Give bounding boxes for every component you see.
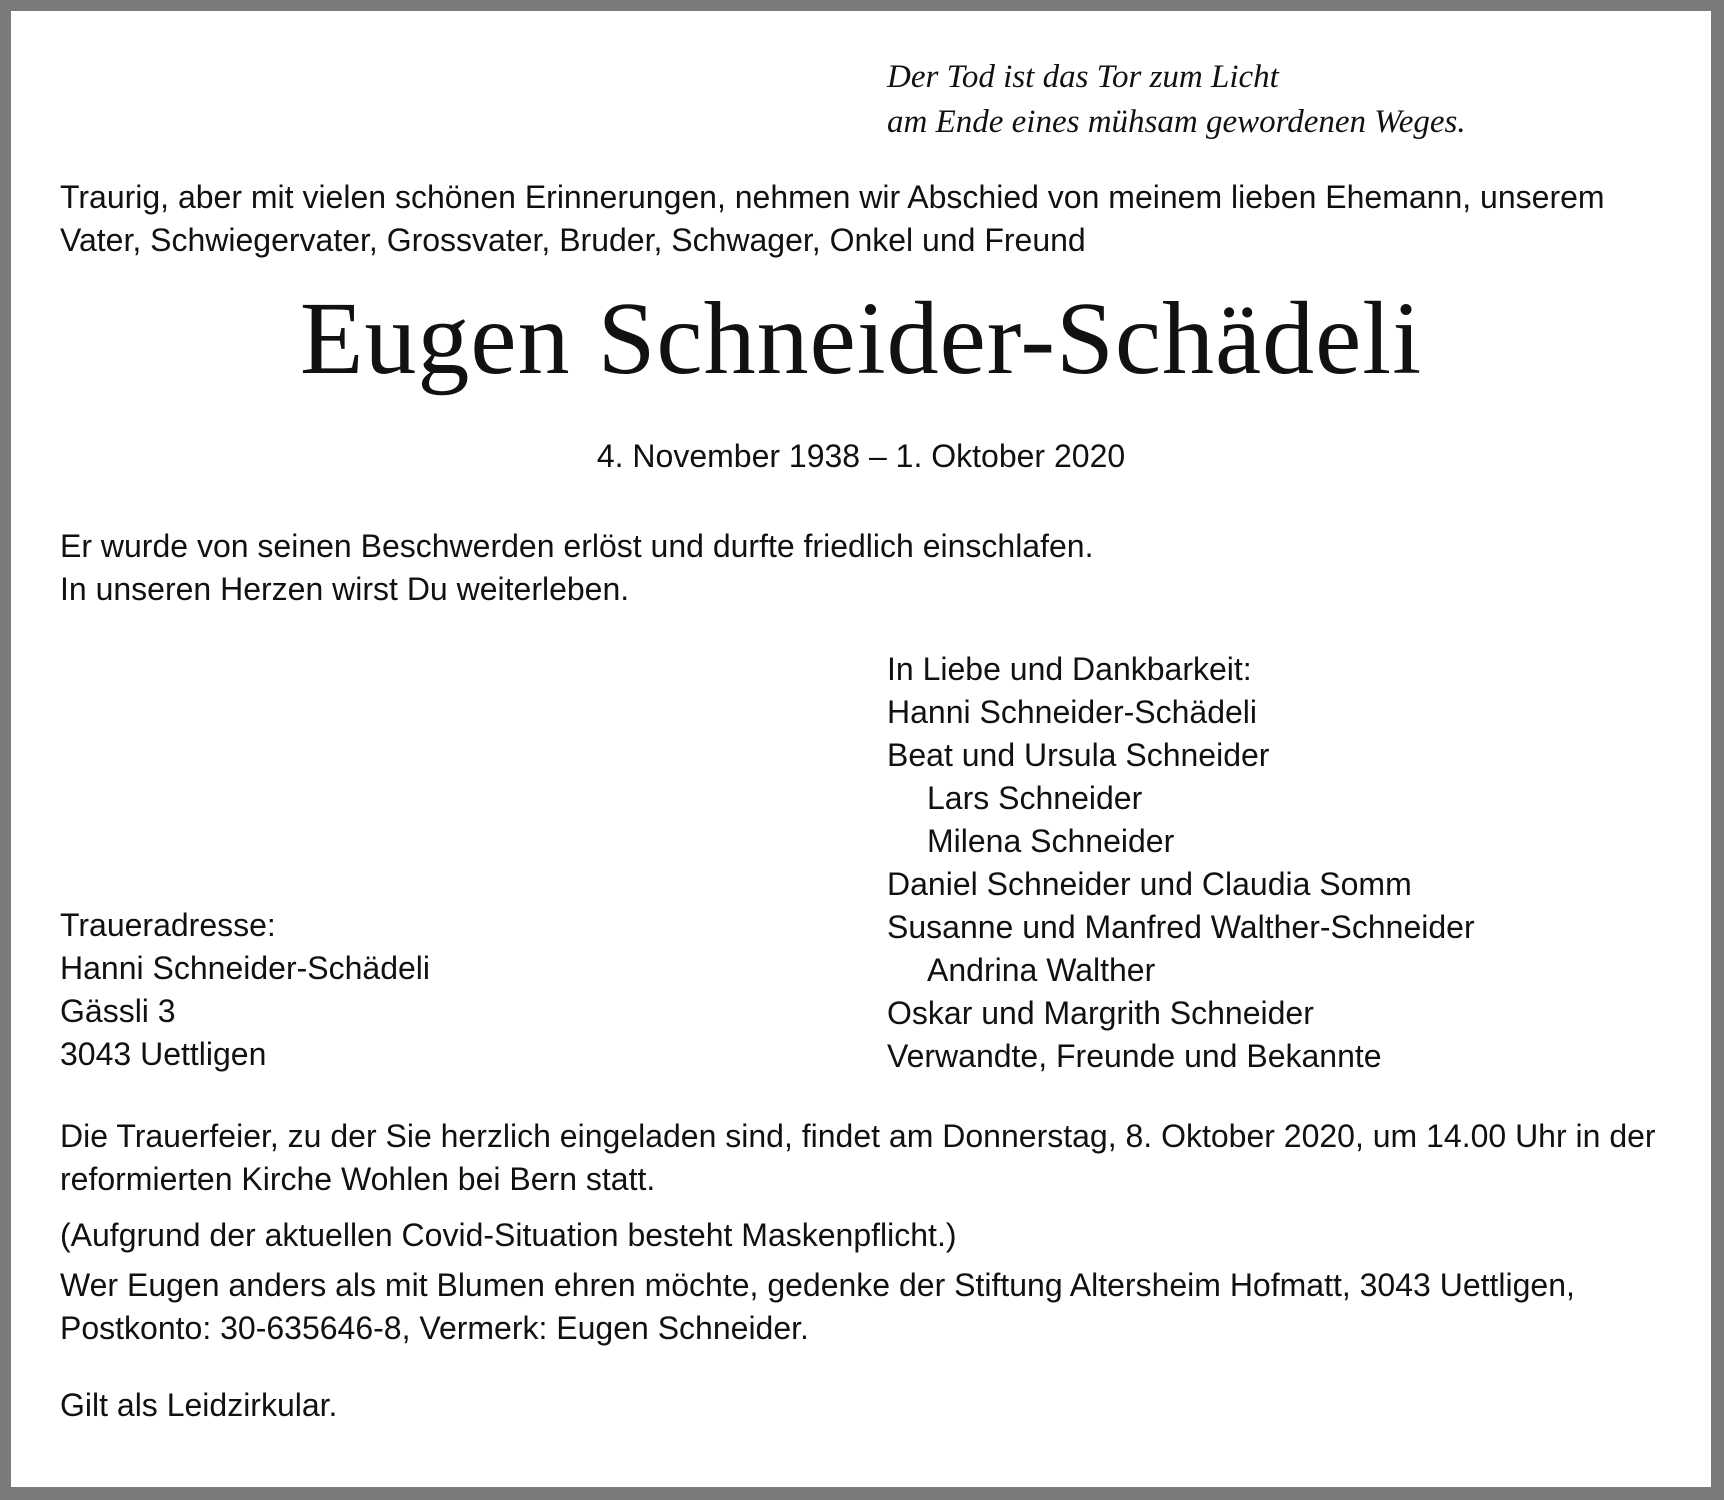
family-member: Susanne und Manfred Walther-Schneider: [887, 909, 1475, 945]
address-name: Hanni Schneider-Schädeli: [60, 950, 430, 986]
family-member: Beat und Ursula Schneider: [887, 737, 1270, 773]
ceremony-text: [60, 1115, 1656, 1201]
intro-text: [60, 176, 1605, 262]
covid-note: (Aufgrund der aktuellen Covid-Situation besteht Maskenpflicht.): [60, 1217, 957, 1253]
family-member: Verwandte, Freunde und Bekannte: [887, 1038, 1382, 1074]
ceremony-line: reformierten Kirche Wohlen bei Bern statt.: [60, 1161, 656, 1197]
life-dates: 4. November 1938 – 1. Oktober 2020: [596, 438, 1126, 474]
mourning-address: [60, 904, 430, 1076]
intro-line: Traurig, aber mit vielen schönen Erinnerungen, nehmen wir Abschied von meinem lieben Ehemann, unserem: [60, 179, 1605, 215]
deceased-name: Eugen Schneider-Schädeli: [299, 281, 1423, 396]
family-member: Daniel Schneider und Claudia Somm: [887, 866, 1412, 902]
intro-line: Vater, Schwiegervater, Grossvater, Bruder, Schwager, Onkel und Freund: [60, 222, 1086, 258]
ceremony-line: Die Trauerfeier, zu der Sie herzlich eingeladen sind, findet am Donnerstag, 8. Oktober 2020, um 14.00 Uhr in der: [60, 1118, 1656, 1154]
family-member-grandchild: Lars Schneider: [927, 780, 1143, 816]
address-heading: Traueradresse:: [60, 907, 276, 943]
motto-line: am Ende eines mühsam gewordenen Weges.: [887, 104, 1466, 140]
donation-text: [60, 1264, 1575, 1350]
relief-line: Er wurde von seinen Beschwerden erlöst und durfte friedlich einschlafen.: [60, 528, 1094, 564]
footer-note: Gilt als Leidzirkular.: [60, 1387, 338, 1423]
motto-quote: [887, 55, 1466, 145]
address-city: 3043 Uettligen: [60, 1036, 267, 1072]
family-member-grandchild: Andrina Walther: [927, 952, 1156, 988]
relief-text: [60, 525, 1093, 611]
motto-line: Der Tod ist das Tor zum Licht: [887, 59, 1279, 95]
relief-line: In unseren Herzen wirst Du weiterleben.: [60, 571, 630, 607]
family-member: Hanni Schneider-Schädeli: [887, 694, 1257, 730]
family-list: [887, 648, 1475, 1078]
family-heading: In Liebe und Dankbarkeit:: [887, 651, 1252, 687]
donation-line: Wer Eugen anders als mit Blumen ehren möchte, gedenke der Stiftung Altersheim Hofmatt, 3043 Uettligen,: [60, 1267, 1575, 1303]
family-member: Oskar und Margrith Schneider: [887, 995, 1314, 1031]
address-street: Gässli 3: [60, 993, 176, 1029]
obituary-notice: [11, 11, 1711, 1487]
donation-line: Postkonto: 30-635646-8, Vermerk: Eugen Schneider.: [60, 1310, 809, 1346]
family-member-grandchild: Milena Schneider: [927, 823, 1175, 859]
